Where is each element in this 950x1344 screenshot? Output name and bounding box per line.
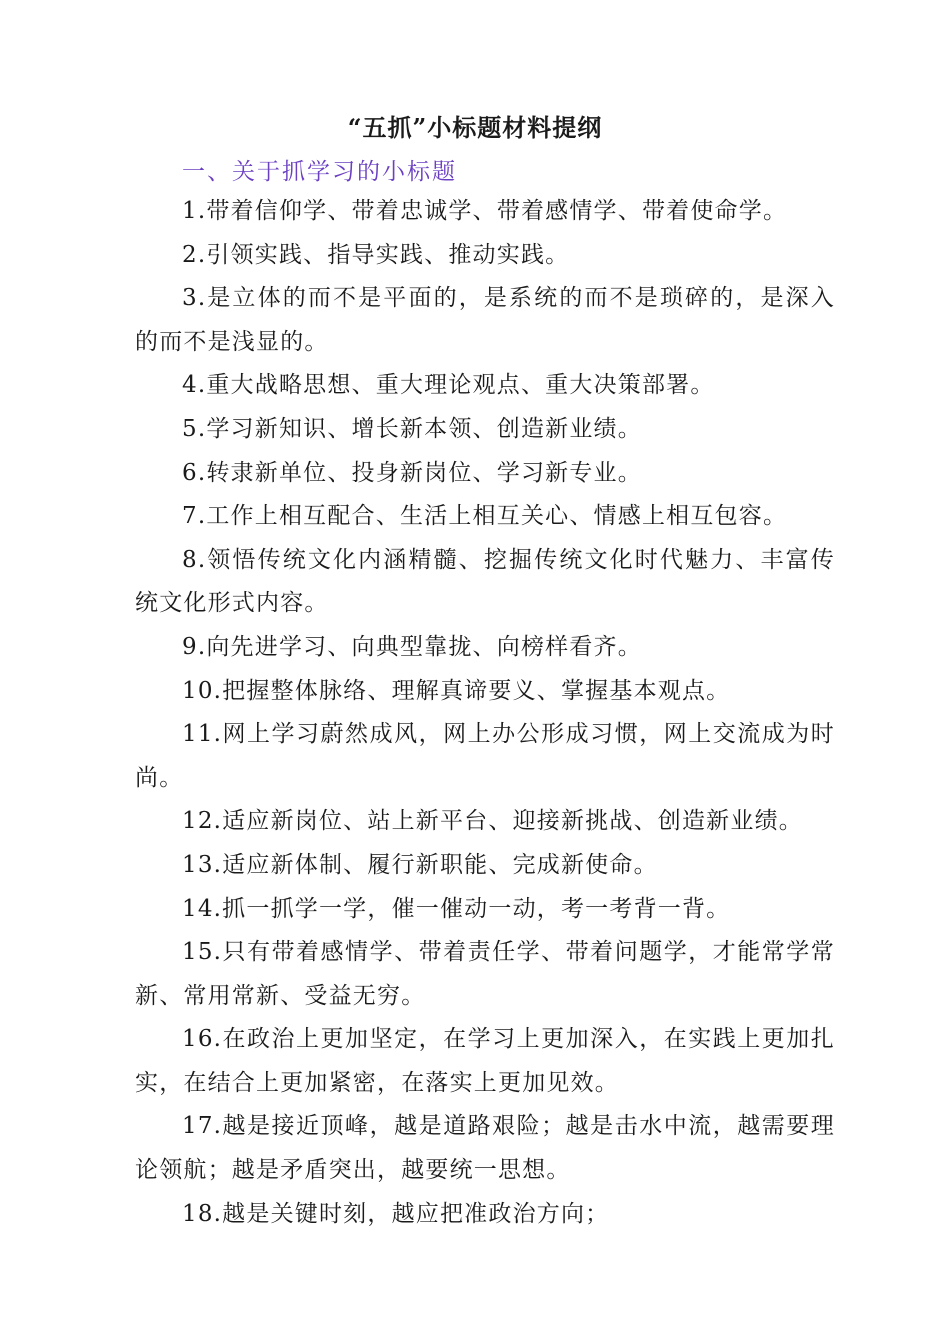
paragraph-item: 3.是立体的而不是平面的，是系统的而不是琐碎的，是深入的而不是浅显的。 [135, 285, 835, 355]
body-text [135, 190, 835, 1236]
paragraph-item: 11.网上学习蔚然成风，网上办公形成习惯，网上交流成为时尚。 [135, 721, 835, 791]
paragraph-item: 10.把握整体脉络、理解真谛要义、掌握基本观点。 [182, 677, 731, 704]
paragraph-item: 7.工作上相互配合、生活上相互关心、情感上相互包容。 [182, 503, 788, 530]
paragraph-item: 5.学习新知识、增长新本领、创造新业绩。 [182, 415, 642, 442]
paragraph-item: 15.只有带着感情学、带着责任学、带着问题学，才能常学常新、常用常新、受益无穷。 [135, 939, 835, 1009]
paragraph-item: 6.转隶新单位、投身新岗位、学习新专业。 [182, 459, 642, 486]
section-heading: 一、关于抓学习的小标题 [182, 159, 457, 185]
paragraph-item: 18.越是关键时刻，越应把准政治方向； [182, 1200, 610, 1227]
document-title: “五抓”小标题材料提纲 [347, 113, 603, 142]
paragraph-item: 4.重大战略思想、重大理论观点、重大决策部署。 [182, 372, 715, 399]
paragraph-item: 14.抓一抓学一学，催一催动一动，考一考背一背。 [182, 895, 731, 922]
paragraph-item: 2.引领实践、指导实践、推动实践。 [182, 241, 570, 268]
paragraph-item: 12.适应新岗位、站上新平台、迎接新挑战、创造新业绩。 [182, 808, 803, 835]
paragraph-item: 13.适应新体制、履行新职能、完成新使命。 [182, 851, 658, 878]
paragraph-item: 9.向先进学习、向典型靠拢、向榜样看齐。 [182, 633, 642, 660]
paragraph-item: 1.带着信仰学、带着忠诚学、带着感情学、带着使命学。 [182, 198, 788, 224]
paragraph-item: 8.领悟传统文化内涵精髓、挖掘传统文化时代魅力、丰富传统文化形式内容。 [135, 546, 835, 617]
paragraph-item: 17.越是接近顶峰，越是道路艰险；越是击水中流，越需要理论领航；越是矛盾突出，越要统一思想。 [135, 1113, 835, 1184]
paragraph-item: 16.在政治上更加坚定，在学习上更加深入，在实践上更加扎实，在结合上更加紧密，在落实上更加见效。 [135, 1026, 835, 1096]
